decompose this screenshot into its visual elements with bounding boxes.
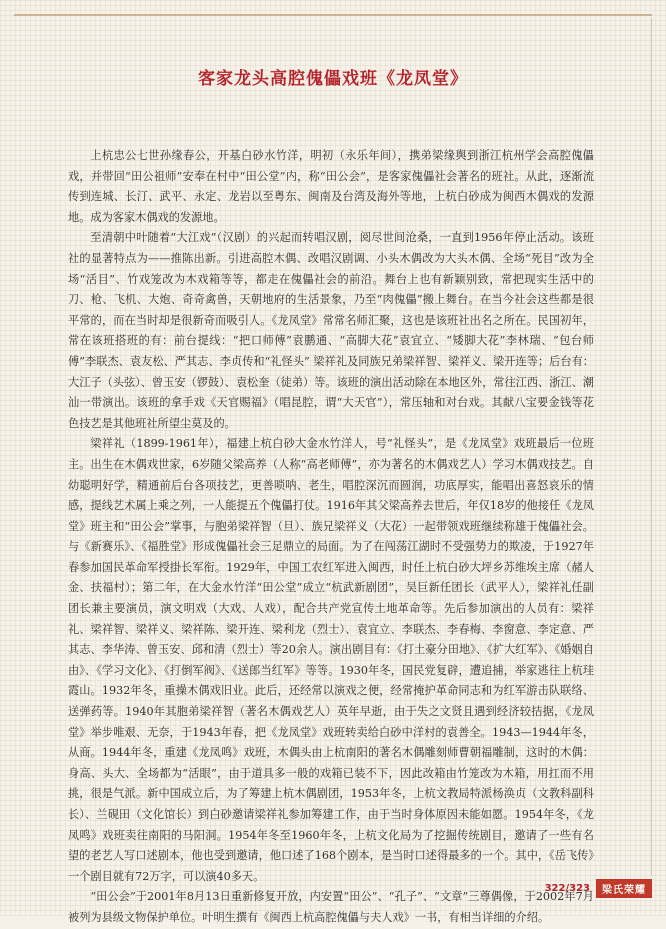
- article-body: [68, 146, 594, 929]
- paragraph: “田公会”于2001年8月13日重新修复开放，内安置“田公”、“孔子”、“文章”三尊偶像，于2002年7月被列为县级文物保护单位。叶明生撰有《闽西上杭高腔傀儡与夫人戏》一书，有相当详细的介绍。: [68, 890, 594, 924]
- page-footer: [545, 879, 652, 897]
- article-title: 客家龙头高腔傀儡戏班《龙凤堂》: [198, 69, 468, 89]
- paragraph: 至清朝中叶随着“大江戏”（汉剧）的兴起而转唱汉剧，阅尽世间沧桑，一直到1956年停止活动。该班社的显著特点为——推陈出新。引进高腔木偶、改唱汉剧调、小头木偶改为大头木偶、全场“死目”改为全场“活目”、竹戏笼改为木戏箱等等，都走在傀儡社会的前沿。舞台上也有新颖别致，常把现实生活中的刀、枪、飞机、大炮、奇奇禽兽，天朝地府的生活景象，乃至“肉傀儡”搬上舞台。在当今社会这些都是很平常的，而在当时却是很新奇而吸引人。《龙凤堂》常常名师汇聚，这也是该班社出名之所在。民国初年，常在该班搭班的有：前台提线：“把口师傅”袁鹏通、“高脚大花”袁宜立、“矮脚大花”李林瑞、“包台师傅”李联杰、袁友松、严其志、李贞传和“礼怪头” 梁祥礼及同族兄弟梁祥智、梁祥义、梁开连等；后台有：大江子（头弦）、曾玉安（锣鼓）、袁松奎（徒弟）等。该班的演出活动除在本地区外，常往江西、浙江、潮汕一带演出。该班的拿手戏《天官赐福》（唱昆腔，谓“大天官”），常压轴和对台戏。其献八宝要金钱等花色技艺是其他班社所望尘莫及的。: [68, 231, 594, 430]
- paragraph: 梁祥礼（1899-1961年），福建上杭白砂大金水竹洋人，号“礼怪头”，是《龙凤堂》戏班最后一位班主。出生在木偶戏世家，6岁随父梁高养（人称“高老师傅”，亦为著名的木偶戏艺人）学习木偶戏技艺。自幼聪明好学，精通前后台各项技艺，更善唢呐、老生，唱腔深沉而圆润，功底厚实，能唱出喜怒哀乐的情感，提线艺术属上乘之列，一人能提五个傀儡打仗。1916年其父梁高养去世后，年仅18岁的他接任《龙凤堂》班主和“田公会”掌事，与胞弟梁祥智（旦）、族兄梁祥义（大花）一起带领戏班继续称雄于傀儡社会。与《新赛乐》、《福胜堂》形成傀儡社会三足鼎立的局面。为了在闯荡江湖时不受强势力的欺凌，于1927年春参加国民革命军授掛长军衔。1929年，中国工农红军进入闽西，时任上杭白砂大坪乡苏维埃主席（赭人金、扶福村）；第二年，在大金水竹洋“田公堂”成立“杭武新剧团”，吴巨新任团长（武平人），梁祥礼任副团长兼主要演员，演文明戏（大戏、人戏），配合共产党宣传土地革命等。先后参加演出的人员有：梁祥礼、梁祥智、梁祥义、梁祥陈、梁开连、梁利龙（烈士）、袁宜立、李联杰、李春梅、李窗意、李定意、严其志、李华涛、曾玉安、邱和清（烈士）等20余人。演出剧目有：《打土豪分田地》、《扩大红军》、《婚姻自由》、《学习文化》、《打倒军阀》、《送郎当红军》等等。1930年冬，国民党复辟，遭追捕，举家逃往上杭珪霞山。1932年冬，重操木偶戏旧业。此后，还经常以演戏之便，经常掩护革命同志和为红军游击队联络、送弹药等。1940年其胞弟梁祥智（著名木偶戏艺人）英年早逝，由于失之文贤且遇到经济较拮据，《龙凤堂》举步唯艰、无奈，于1943年春，把《龙凤堂》戏班转卖给白砂中洋村的袁善全。1943—1944年冬，从商。1944年冬，重建《龙凤鸣》戏班，木偶头由上杭南阳的著名木偶雕刻师曹朝福雕制，这时的木偶：身高、头大、全场都为“活眼”，由于道具多一般的戏箱已装不下，因此改箱由竹笼改为木箱，用扛而不用挑，很是气派。新中国成立后，为了筹建上杭木偶剧团，1953年冬，上杭文教局特派杨涣贞（文教科副科长）、兰硯田（文化馆长）到白砂邀请梁祥礼参加筹建工作，由于当时身体原因未能如愿。1954年冬，《龙凤鸣》戏班卖往南阳的马阳洞。1954年冬至1960年冬，上杭文化局为了挖掘传统剧目，邀请了一些有名望的老艺人写口述剧本，他也受到邀请，他口述了168个剧本，是当时口述得最多的一个。其中，《岳飞传》一个剧目就有72万字，可以演40多天。: [68, 437, 594, 883]
- paragraph: 上杭忠公七世孙缘春公，开基白砂水竹洋，明初（永乐年间），携弟梁缘舆到浙江杭州学会高腔傀儡戏，并带回“田公祖师”安奉在村中“田公堂”内，称“田公会”，是客家傀儡社会著名的班社。从此，逐渐流传到连城、长汀、武平、永定、龙岩以至粤东、闽南及台湾及海外等地，上杭白砂成为闽西木偶戏的发源地。成为客家木偶戏的发源地。: [68, 149, 594, 224]
- brand-label: 梁氏荣耀: [596, 879, 652, 898]
- side-rule: [651, 18, 652, 876]
- page-number: 322/323: [544, 882, 590, 894]
- top-rule: [14, 14, 652, 16]
